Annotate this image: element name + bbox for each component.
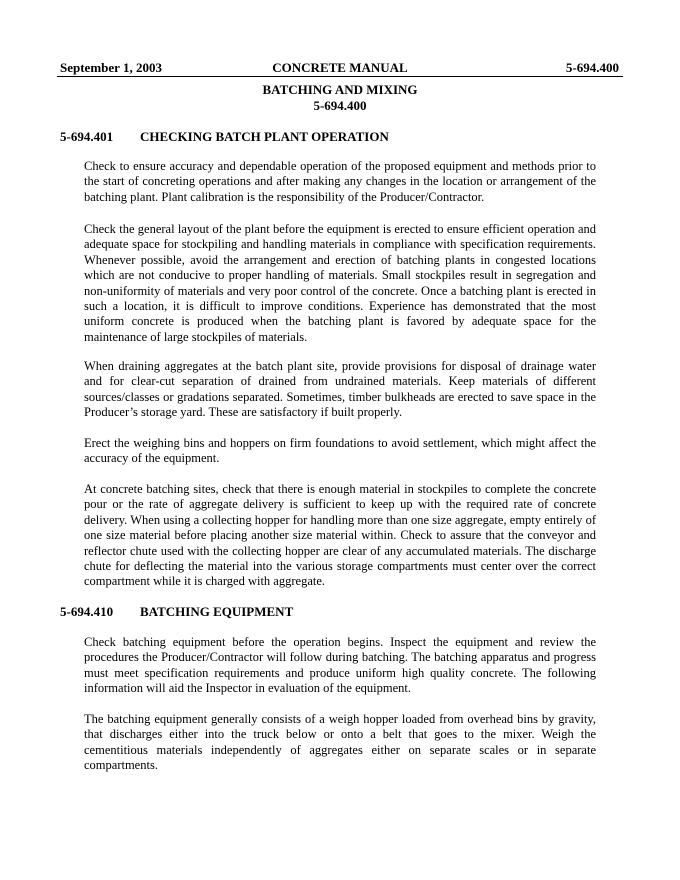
section-number: 5-694.410 — [60, 604, 114, 619]
section-title: CHECKING BATCH PLANT OPERATION — [140, 129, 389, 144]
chapter-number: 5-694.400 — [313, 98, 367, 113]
chapter-heading — [57, 82, 623, 114]
paragraph: The batching equipment generally consists of a weigh hopper loaded from overhead bins by gravity, that discharges either into the truck below or onto a belt that goes to the mixer. Weigh the cementitious materials independently of aggregates either on separate scales or in separate compartments. — [84, 712, 596, 773]
paragraph: Check to ensure accuracy and dependable operation of the proposed equipment and methods prior to the start of concreting operations and after making any changes in the location or arrangement of the batching plant. Plant calibration is the responsibility of the Producer/Contractor. — [84, 159, 596, 204]
section-title: BATCHING EQUIPMENT — [140, 604, 294, 619]
paragraph: At concrete batching sites, check that there is enough material in stockpiles to complete the concrete pour or the rate of aggregate delivery is sufficient to keep up with the required rate of concrete delivery. When using a collecting hopper for handling more than one size aggregate, empty entirely of one size material before placing another size material within. Check to assure that the conveyor and reflector chute used with the collecting hopper are clear of any accumulated materials. The discharge chute for deflecting the material into the various storage compartments must center over the correct compartment while it is charged with aggregate. — [84, 482, 596, 589]
header-title: CONCRETE MANUAL — [272, 60, 408, 75]
paragraph: Erect the weighing bins and hoppers on firm foundations to avoid settlement, which might affect the accuracy of the equipment. — [84, 436, 596, 466]
header-date: September 1, 2003 — [60, 60, 162, 75]
section-number: 5-694.401 — [60, 129, 114, 144]
paragraph: Check the general layout of the plant before the equipment is erected to ensure efficient operation and adequate space for stockpiling and handling materials in compliance with specification requirements. Whenever possible, avoid the arrangement and erection of batching plants in congested locations which are not conducive to proper handling of materials. Small stockpiles result in segregation and non-uniformity of materials and very poor control of the concrete. Once a batching plant is erected in such a location, it is difficult to improve conditions. Experience has demonstrated that the most uniform concrete is produced when the batching plant is favored by adequate space for the maintenance of large stockpiles of materials. — [84, 222, 596, 344]
running-header — [57, 60, 623, 77]
paragraph: When draining aggregates at the batch plant site, provide provisions for disposal of drainage water and for clear-cut separation of drained from undrained materials. Keep materials of different sources/classes or gradations separated. Sometimes, timber bulkheads are erected to save space in the Producer’s storage yard. These are satisfactory if built properly. — [84, 359, 596, 420]
section-heading — [60, 604, 293, 620]
header-section-number: 5-694.400 — [565, 60, 619, 75]
paragraph: Check batching equipment before the operation begins. Inspect the equipment and review the procedures the Producer/Contractor will follow during batching. The batching apparatus and progress must meet specification requirements and produce uniform high quality concrete. The following information will aid the Inspector in evaluation of the equipment. — [84, 635, 596, 696]
chapter-title: BATCHING AND MIXING — [262, 82, 418, 97]
section-heading — [60, 129, 389, 145]
